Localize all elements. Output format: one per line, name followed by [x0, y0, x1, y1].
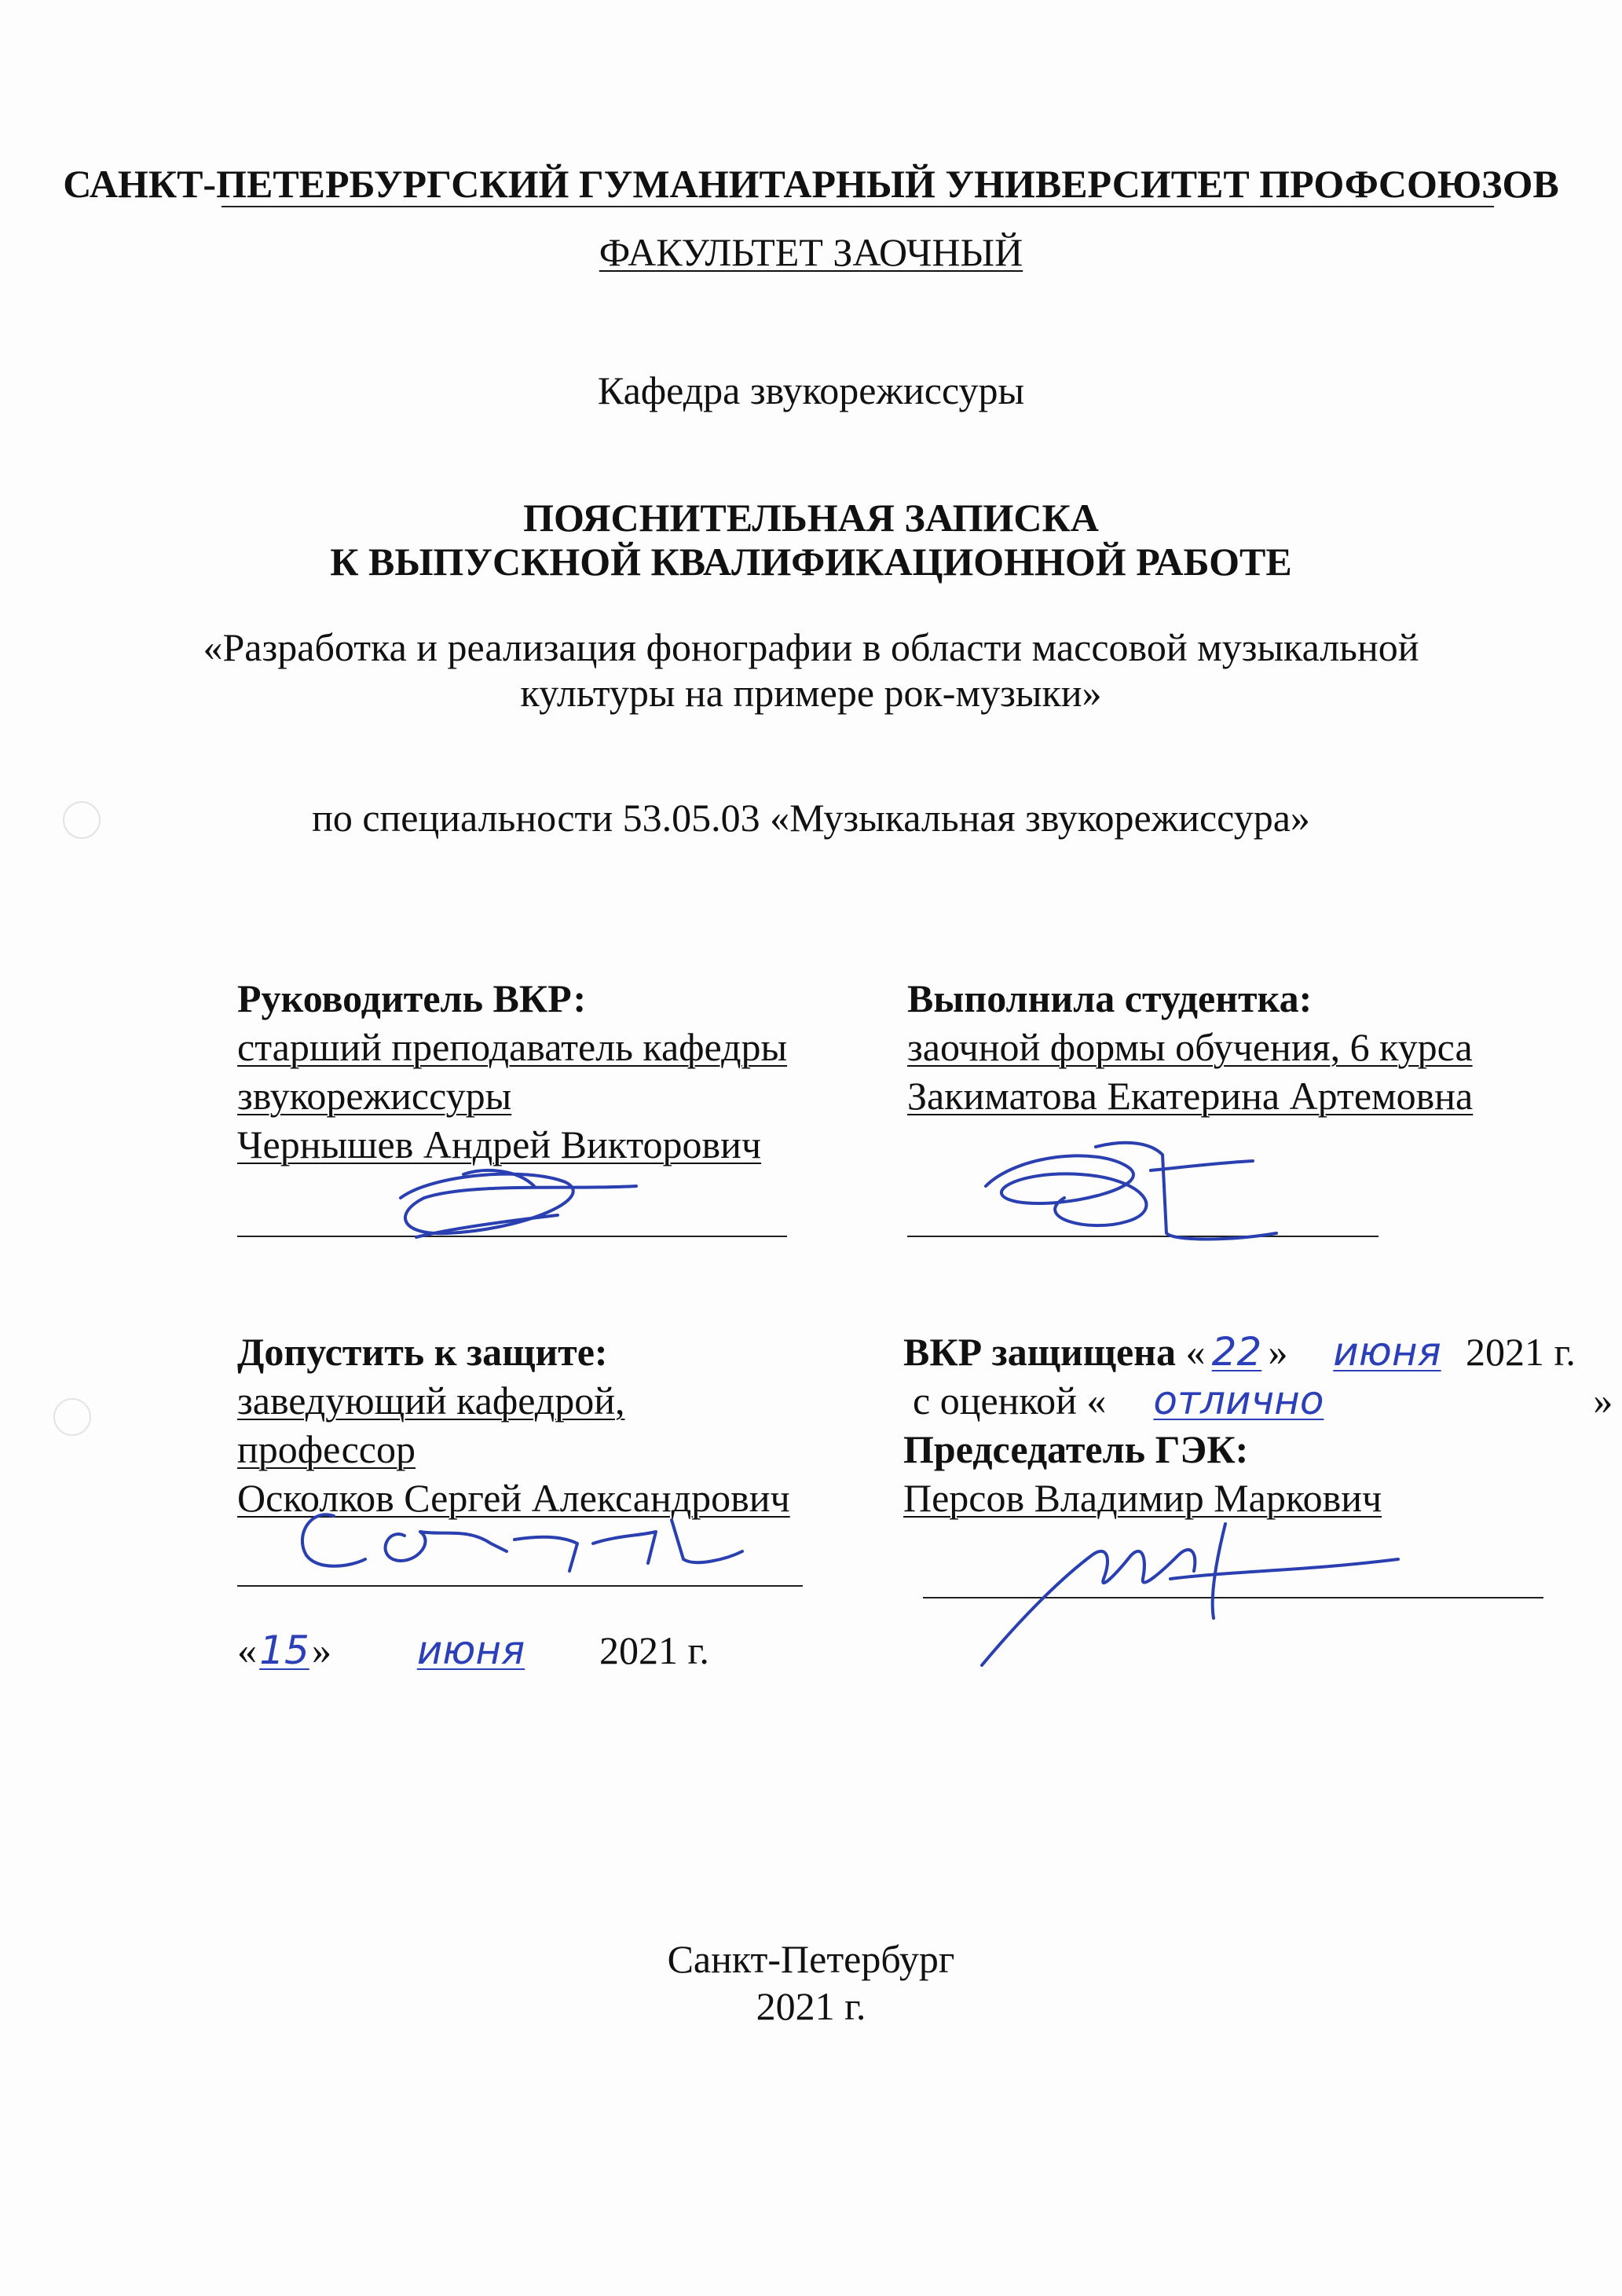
defense-day: 22: [1211, 1329, 1262, 1375]
supervisor-position-line2: звукорежиссуры: [237, 1074, 512, 1118]
grade-suffix: »: [1593, 1379, 1613, 1423]
defense-year: 2021 г.: [1465, 1330, 1576, 1374]
grade-value: отлично: [1153, 1378, 1324, 1423]
hole-punch-mark: [53, 1398, 91, 1436]
defense-quote-close: »: [1268, 1330, 1288, 1374]
admission-signature: [287, 1496, 758, 1583]
admission-position-line2: профессор: [237, 1427, 416, 1471]
admission-block: [237, 1327, 790, 1522]
document-title-line2: К ВЫПУСКНОЙ КВАЛИФИКАЦИОННОЙ РАБОТЕ: [330, 540, 1292, 584]
defense-grade-line: [913, 1376, 1613, 1425]
admission-date-quote-open: «: [237, 1628, 257, 1672]
student-block: [907, 974, 1473, 1120]
topic-line1: «Разработка и реализация фонографии в области массовой музыкальной: [203, 625, 1419, 669]
footer-year: 2021 г.: [756, 1984, 866, 2028]
defense-quote-open: «: [1185, 1330, 1206, 1374]
admission-name: Осколков Сергей Александрович: [237, 1476, 790, 1520]
document-title-line1: ПОЯСНИТЕЛЬНАЯ ЗАПИСКА: [523, 496, 1099, 540]
specialty-line: по специальности 53.05.03 «Музыкальная звукорежиссура»: [312, 796, 1310, 840]
student-signature: [970, 1123, 1284, 1257]
faculty-name: ФАКУЛЬТЕТ ЗАОЧНЫЙ: [599, 230, 1023, 274]
chair-label: Председатель ГЭК:: [903, 1427, 1249, 1471]
supervisor-label: Руководитель ВКР:: [237, 976, 587, 1020]
admission-signature-line: [237, 1585, 803, 1587]
admission-month: июня: [416, 1628, 525, 1673]
grade-prefix: с оценкой «: [913, 1379, 1107, 1423]
defense-label: ВКР защищена: [903, 1330, 1176, 1374]
chair-signature: [974, 1508, 1414, 1673]
admission-year: 2021 г.: [599, 1628, 709, 1672]
topic-line2: культуры на примере рок-музыки»: [520, 671, 1102, 715]
admission-date-quote-close: »: [312, 1628, 331, 1672]
student-details: заочной формы обучения, 6 курса: [907, 1025, 1473, 1069]
chair-name: Персов Владимир Маркович: [903, 1476, 1382, 1520]
supervisor-position-line1: старший преподаватель кафедры: [237, 1025, 788, 1069]
supervisor-name: Чернышев Андрей Викторович: [237, 1122, 762, 1166]
university-underline: [222, 206, 1494, 207]
student-label: Выполнила студентка:: [907, 976, 1313, 1020]
supervisor-block: [237, 974, 787, 1169]
department-name: Кафедра звукорежиссуры: [597, 368, 1025, 412]
footer-city: Санкт-Петербург: [667, 1937, 955, 1981]
admission-position-line1: заведующий кафедрой,: [237, 1379, 625, 1423]
admission-label: Допустить к защите:: [237, 1330, 608, 1374]
defense-date-line: [903, 1327, 1576, 1376]
admission-day: 15: [259, 1628, 309, 1673]
supervisor-signature: [369, 1143, 668, 1261]
student-name: Закиматова Екатерина Артемовна: [907, 1074, 1474, 1118]
university-name: САНКТ-ПЕТЕРБУРГСКИЙ ГУМАНИТАРНЫЙ УНИВЕРСИТЕТ ПРОФСОЮЗОВ: [63, 162, 1559, 206]
admission-date: [237, 1626, 709, 1675]
defense-month: июня: [1333, 1329, 1441, 1375]
